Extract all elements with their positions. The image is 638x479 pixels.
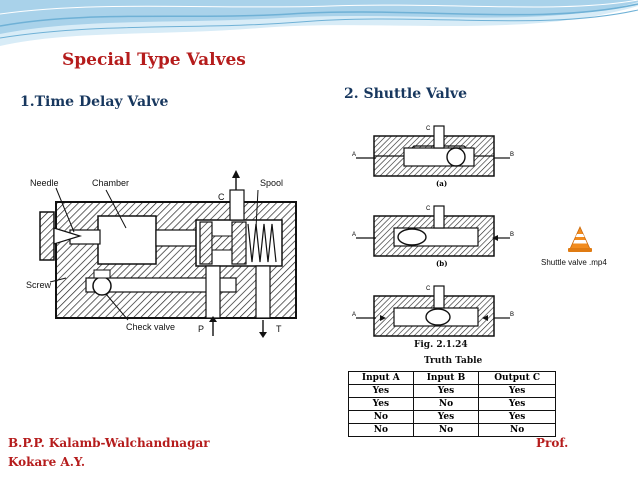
truth-cell: No <box>413 424 479 437</box>
truth-header-input-a: Input A <box>349 372 414 385</box>
truth-cell: Yes <box>349 398 414 411</box>
truth-cell: No <box>479 424 556 437</box>
subtitle-time-delay-valve: 1.Time Delay Valve <box>20 94 169 110</box>
footer-role: Prof. <box>536 436 569 450</box>
shuttle-figure-caption: Fig. 2.1.24 <box>414 340 468 350</box>
shuttle-b-port-a: A <box>352 232 357 238</box>
media-file-label[interactable]: Shuttle valve .mp4 <box>541 258 607 267</box>
label-screw: Screw <box>26 280 52 290</box>
truth-table-row <box>349 411 556 424</box>
truth-cell: No <box>349 424 414 437</box>
label-spool: Spool <box>260 178 284 188</box>
label-port-p: P <box>198 324 205 334</box>
label-port-c: C <box>218 192 225 202</box>
truth-table-title: Truth Table <box>424 356 483 366</box>
truth-cell: Yes <box>413 385 479 398</box>
subtitle-shuttle-valve: 2. Shuttle Valve <box>344 86 467 102</box>
shuttle-caption-a: (a) <box>436 179 448 188</box>
label-port-t: T <box>276 324 282 334</box>
time-delay-valve-diagram <box>26 170 300 338</box>
shuttle-a-port-a: A <box>352 152 357 158</box>
label-check-valve: Check valve <box>126 322 176 332</box>
truth-table-row <box>349 385 556 398</box>
truth-cell: Yes <box>349 385 414 398</box>
shuttle-a-port-c: C <box>426 126 431 132</box>
truth-cell: Yes <box>479 411 556 424</box>
footer-author: Kokare A.Y. <box>8 455 86 469</box>
truth-cell: Yes <box>479 398 556 411</box>
shuttle-c-port-a: A <box>352 312 357 318</box>
shuttle-b-port-b: B <box>510 232 515 238</box>
truth-cell: No <box>349 411 414 424</box>
vlc-cone-icon[interactable] <box>565 224 595 254</box>
truth-table-row <box>349 398 556 411</box>
truth-cell: Yes <box>413 411 479 424</box>
truth-header-input-b: Input B <box>413 372 479 385</box>
label-needle: Needle <box>30 178 59 188</box>
label-chamber: Chamber <box>92 178 130 188</box>
truth-header-output-c: Output C <box>479 372 556 385</box>
shuttle-c-port-b: B <box>510 312 515 318</box>
truth-table <box>348 371 556 437</box>
shuttle-c-port-c: C <box>426 286 431 292</box>
shuttle-caption-b: (b) <box>436 259 448 268</box>
shuttle-valve-svg <box>330 118 558 340</box>
shuttle-a-port-b: B <box>510 152 515 158</box>
footer-institution: B.P.P. Kalamb-Walchandnagar <box>8 436 210 450</box>
truth-table-row <box>349 424 556 437</box>
truth-table-header-row <box>349 372 556 385</box>
slide-title: Special Type Valves <box>62 50 246 70</box>
truth-cell: Yes <box>479 385 556 398</box>
time-delay-valve-svg <box>26 170 300 338</box>
truth-cell: No <box>413 398 479 411</box>
shuttle-b-port-c: C <box>426 206 431 212</box>
